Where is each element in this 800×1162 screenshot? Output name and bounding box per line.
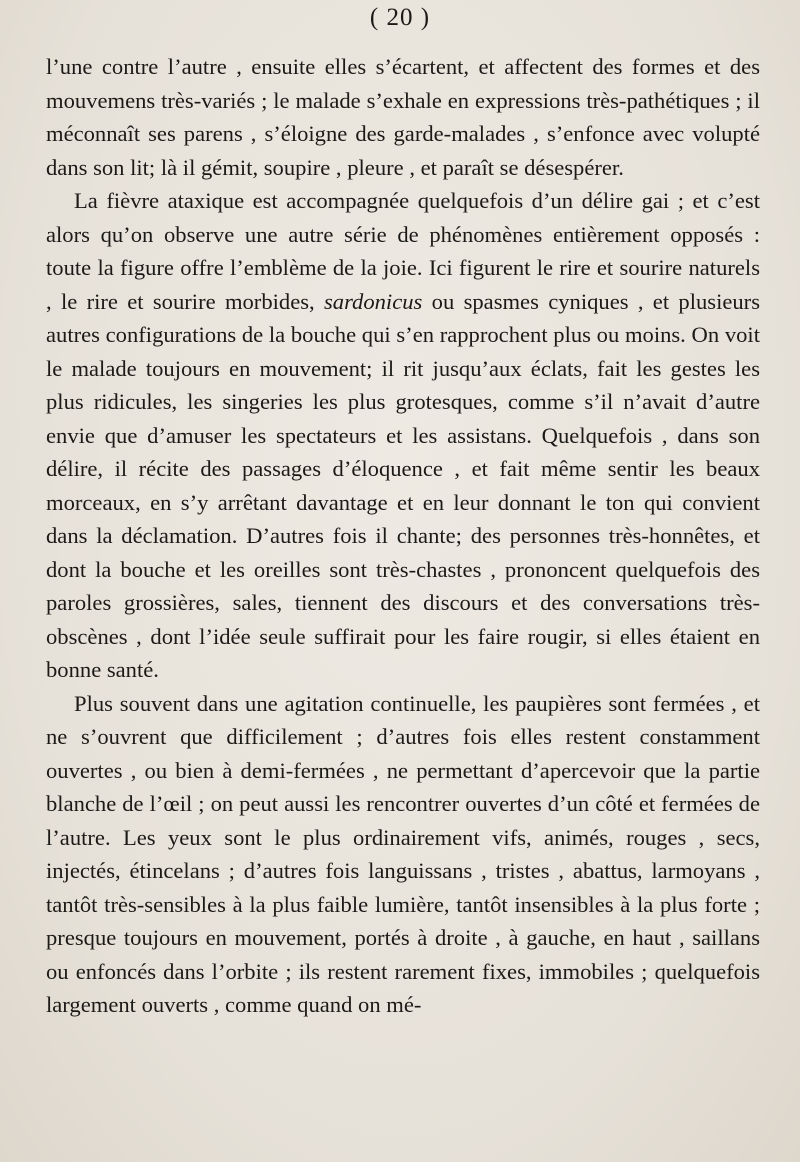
paragraph-2 (46, 184, 760, 687)
paragraph-3: Plus souvent dans une agitation continuelle, les paupières sont fermées , et ne s’ouvrent que difficilement ; d’autres fois elles restent constamment ouvertes , ou bien à demi-fermées , ne permettant d’apercevoir que la partie blanche de l’œil ; on peut aussi les rencontrer ouvertes d’un côté et fermées de l’autre. Les yeux sont le plus ordinairement vifs, animés, rouges , secs, injectés, étincelans ; d’autres fois languissans , tristes , abattus, larmoyans , tantôt très-sensibles à la plus faible lumière, tantôt insensibles à la plus forte ; presque toujours en mouvement, portés à droite , à gauche, en haut , saillans ou enfoncés dans l’orbite ; ils restent rarement fixes, immobiles ; quelquefois largement ouverts , comme quand on mé- (46, 690, 760, 1017)
paragraph-2-italic-term: sardonicus (324, 288, 423, 314)
paragraph-1: l’une contre l’autre , ensuite elles s’écartent, et affectent des formes et des mouvemens très-variés ; le malade s’exhale en expressions très-pathétiques ; il méconnaît ses parens , s’éloigne des garde-malades , s’enfonce avec volupté dans son lit; là il gémit, soupire , pleure , et paraît se désespérer. (46, 54, 760, 180)
paragraph-2-part-a: La fièvre ataxique est accompagnée quelquefois d’un délire gai ; et c’est alors qu’on observe une autre série de phénomènes entièrement opposés : toute la figure offre l’emblème de la joie. Ici figurent le rire et sourire naturels , le rire et sourire morbides, (46, 188, 760, 314)
body-text (46, 50, 760, 1022)
page-number: ( 20 ) (369, 4, 431, 31)
paragraph-2-part-b: ou spasmes cyniques , et plusieurs autres configurations de la bouche qui s’en rapprochent plus ou moins. On voit le malade toujours en mouvement; il rit jusqu’aux éclats, fait les gestes les plus ridicules, les singeries les plus grotesques, comme s’il n’avait d’autre envie que d’amuser les spectateurs et les assistans. Quelquefois , dans son délire, il récite des passages d’éloquence , et fait même sentir les beaux morceaux, en s’y arrêtant davantage et en leur donnant le ton qui convient dans la déclamation. D’autres fois il chante; des personnes très-honnêtes, et dont la bouche et les oreilles sont très-chastes , prononcent quelquefois des paroles grossières, sales, tiennent des discours et des conversations très-obscènes , dont l’idée seule suffirait pour les faire rougir, si elles étaient en bonne santé. (46, 288, 760, 682)
